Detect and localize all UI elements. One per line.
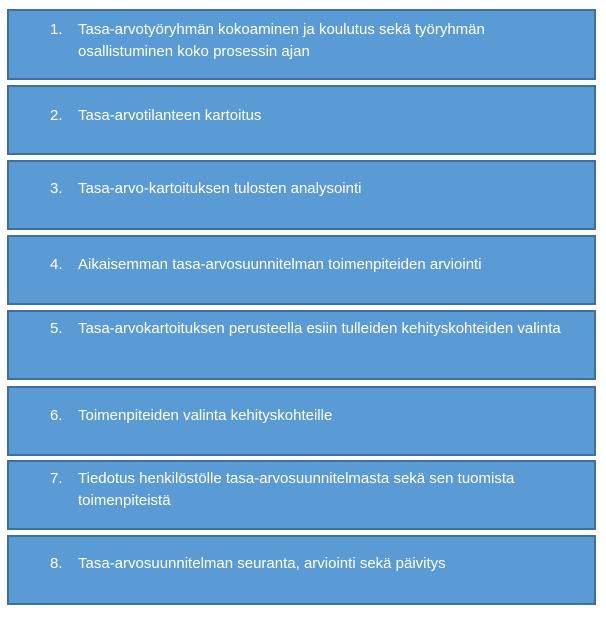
step-number: 7. bbox=[50, 470, 63, 487]
step-number: 3. bbox=[50, 180, 63, 197]
step-number: 1. bbox=[50, 21, 63, 38]
step-text: Tasa-arvosuunnitelman seuranta, arviointi sekä päivitys bbox=[78, 555, 446, 572]
step-number: 4. bbox=[50, 256, 63, 273]
step-box-1 bbox=[7, 9, 596, 80]
step-text: Tasa-arvokartoituksen perusteella esiin tulleiden kehityskohteiden valinta bbox=[78, 320, 561, 337]
step-text: Tasa-arvo-kartoituksen tulosten analysointi bbox=[78, 180, 362, 197]
step-number: 5. bbox=[50, 320, 63, 337]
step-text: Tasa-arvotilanteen kartoitus bbox=[78, 107, 262, 124]
step-text: Aikaisemman tasa-arvosuunnitelman toimenpiteiden arviointi bbox=[78, 256, 482, 273]
step-number: 2. bbox=[50, 107, 63, 124]
step-box-4 bbox=[7, 235, 596, 305]
step-text: Tasa-arvotyöryhmän kokoaminen ja koulutus sekä työryhmän osallistuminen koko prosessin ajan bbox=[78, 21, 485, 60]
step-box-6 bbox=[7, 386, 596, 456]
step-text: Tiedotus henkilöstölle tasa-arvosuunnitelmasta sekä sen tuomista toimenpiteistä bbox=[78, 470, 515, 509]
step-box-8 bbox=[7, 535, 596, 605]
step-text: Toimenpiteiden valinta kehityskohteille bbox=[78, 407, 333, 424]
step-number: 6. bbox=[50, 407, 63, 424]
step-box-7 bbox=[7, 460, 596, 530]
step-box-2 bbox=[7, 85, 596, 155]
step-number: 8. bbox=[50, 555, 63, 572]
step-box-3 bbox=[7, 160, 596, 230]
step-box-5 bbox=[7, 310, 596, 380]
